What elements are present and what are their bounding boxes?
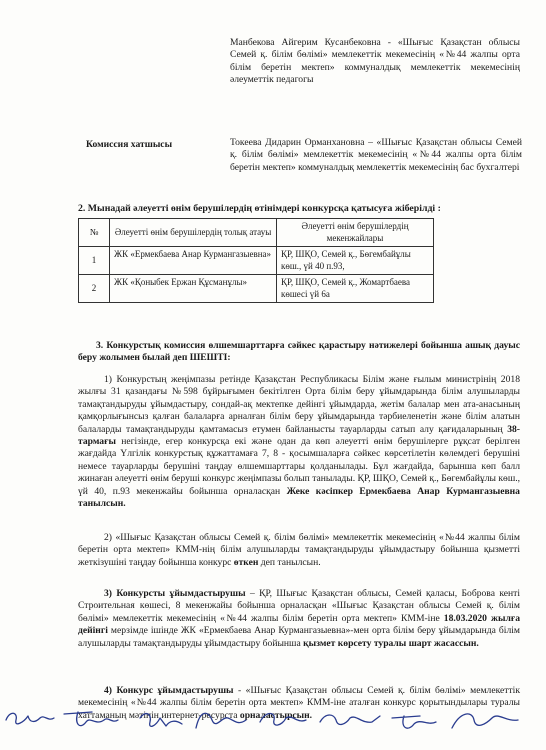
para3-bold-a: 3) Конкурсты ұйымдастырушы — [104, 588, 246, 599]
para2-text-b: деп танылсын. — [258, 556, 321, 568]
row-address: ҚР, ШҚО, Семей қ., Бөгембайұлы көш., үй 40 п.93, — [277, 247, 434, 275]
row-number: 1 — [79, 247, 110, 275]
signature-8 — [452, 714, 518, 728]
para1-text-b: негізінде, егер конкурсқа екі және одан да көп әлеуетті өнім берушілерге рұқсат берілген жағдайда Үлгілік конкурстық құжаттамаға 7, 8 - қосымшаларға сәйкес көрсетілетін көлемдегі берушіні немесе тауарларды берушіні таңдау өлшемшарттары қолданылады. Бұл жағдайда, барынша көп балл жинаған әлеуетті өнім беруші конкурс жеңімпазы болып танылады. ҚР, ШҚО, Семей қ., Бөгембайұлы көш., үй 40, п.93 мекенжайы бойынша орналасқан — [78, 436, 520, 497]
para3-text-a: – ҚР, Шығыс Қазақстан облысы, Семей қаласы, Боброва кенті Строительная көшесі, 8 мекенжайы бойынша орналасқан «Шығыс Қазақстан облысы Семей қ. білім бөлімі» мемлекеттік мекемесінің «№44 жалпы білім беретін орта мектеп» КММ-іне — [78, 588, 520, 624]
decision-paragraph-3 — [78, 588, 520, 650]
para1-bold-b: Жеке кәсіпкер Ермекбаева Анар Курмангазыевна танылсын. — [78, 485, 520, 510]
row-name: ЖК «Қоныбек Ержан Құсманұлы» — [110, 275, 277, 303]
table-row — [79, 275, 434, 303]
row-name: ЖК «Ермекбаева Анар Курмангазыевна» — [110, 247, 277, 275]
secretary-text: Токеева Дидарин Орманхановна – «Шығыс Қазақстан облысы Семей қ. білім бөлімі» мемлекеттік мекемесінің «№44 жалпы орта білім беретін мектеп» коммуналдық мемлекеттік мекемесінің бас бухгалтері — [230, 137, 522, 173]
signatures-row — [0, 700, 546, 750]
header-number: № — [79, 219, 110, 247]
para4-text-a: - «Шығыс Қазақстан облысы Семей қ. білім бөлімі» мемлекеттік мекемесінің «№44 жалпы білім беретін орта мектеп» КММ-іне аталған конкурс қорытындылары туралы хаттаманың мәтінін интернет-ресурста — [78, 685, 520, 721]
para3-bold-c: қызмет көрсету туралы шарт жасассын. — [303, 637, 479, 649]
commission-member-text: Манбекова Айгерим Кусанбековна - «Шығыс Қазақстан облысы Семей қ. білім бөлімі» мемлекеттік мекемесінің «№44 жалпы орта білім беретін мектеп» коммуналдық мемлекеттік мекемесінің әлеуметтік педагогы — [230, 37, 520, 86]
para3-text-b: мерзімде ішінде ЖК «Ермекбаева Анар Курмангазыевна»-мен орта білім беру ұйымдарында білім алушыларды тамақтандыруды ұйымдастыру бойынша — [78, 625, 520, 649]
decision-paragraph-1 — [78, 374, 520, 510]
table-header-row — [79, 219, 434, 247]
para4-bold-a: 4) Конкурс ұйымдастырушы — [104, 685, 234, 696]
signature-5 — [260, 714, 306, 726]
signature-6 — [320, 715, 380, 724]
header-address: Әлеуетті өнім берушілердің мекенжайлары — [277, 219, 434, 247]
section-2-heading: 2. Мынадай әлеуетті өнім берушілердің өтінімдері конкурсқа қатысуға жіберілді : — [78, 203, 441, 214]
header-name: Әлеуетті өнім берушілердің толық атауы — [110, 219, 277, 247]
section-3-heading: 3. Конкурстық комиссия өлшемшарттарға сәйкес қарастыру нәтижелері бойынша ашық дауыс беру жолымен былай деп ШЕШТІ: — [78, 340, 520, 364]
para1-text-a: 1) Конкурстың жеңімпазы ретінде Қазақстан Республикасы Білім және ғылым министрінің 2018 жылғы 31 қазандағы №598 бұйрығымен бекітілген Орта білім беру ұйымдарында білім алушыларды тамақтандыруды ұйымдастыру, сондай-ақ мектепке дейінгі ұйымдарда, жетім балалар мен ата-анасының қамқорлығынсыз қалған балаларға арналған білім беру ұйымдарында тәрбиеленетін және білім алатын балаларды тамақтандыруды қамтамасыз етумен байланысты тауарларды сатып алу қағидаларының — [78, 374, 520, 435]
row-number: 2 — [79, 275, 110, 303]
para2-text-a: 2) «Шығыс Қазақстан облысы Семей қ. білім бөлімі» мемлекеттік мекемесінің «№44 жалпы білім беретін орта мектеп» КММ-нің білім алушыларды тамақтандыруды ұйымдастыру бойынша қызметті жеткізушіні таңдау бойынша конкурс — [78, 532, 520, 568]
row-address: ҚР, ШҚО, Семей қ., Жомартбаева көшесі үй 6а — [277, 275, 434, 303]
signature-2 — [64, 712, 118, 726]
para3-bold-b: 18.03.2020 жылға дейінгі — [78, 612, 520, 637]
decision-paragraph-2 — [78, 532, 520, 569]
para1-bold-a: 38-тармағы — [78, 423, 520, 448]
signature-7 — [392, 716, 436, 728]
table-row — [79, 247, 434, 275]
signature-3 — [140, 714, 182, 727]
suppliers-table — [78, 218, 434, 303]
para2-bold-a: өткен — [233, 556, 259, 568]
secretary-label: Комиссия хатшысы — [86, 139, 173, 150]
signature-1 — [6, 713, 54, 724]
signature-4 — [196, 713, 246, 728]
para4-bold-b: орналастырсын. — [239, 709, 313, 721]
